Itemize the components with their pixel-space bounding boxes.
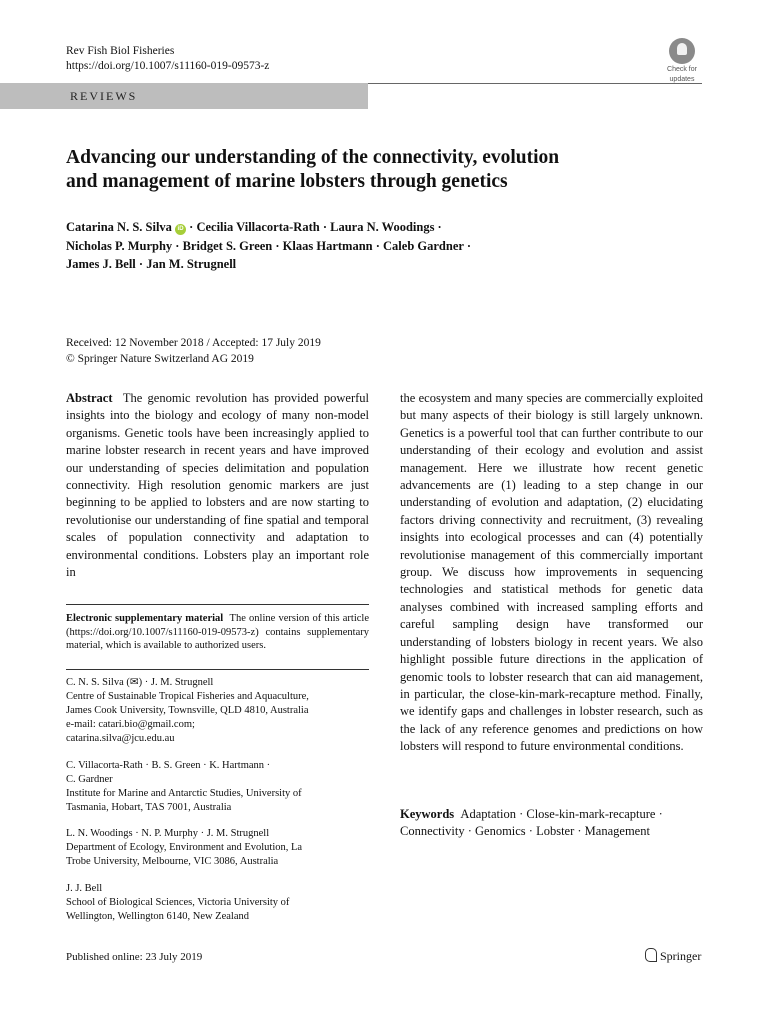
affiliation-line: School of Biological Sciences, Victoria University of xyxy=(66,897,290,908)
publisher-name: Springer xyxy=(660,949,702,963)
authors-line-2: Nicholas P. Murphy · Bridget S. Green · Klaas Hartmann · Caleb Gardner · xyxy=(66,238,471,253)
check-for-updates-badge[interactable] xyxy=(660,38,704,83)
affiliation-email[interactable]: e-mail: catari.bio@gmail.com; xyxy=(66,719,195,730)
publisher-logo[interactable] xyxy=(645,948,701,964)
affiliation-names: C. Villacorta-Rath · B. S. Green · K. Hartmann · xyxy=(66,760,271,771)
affiliation-2 xyxy=(66,759,369,815)
abstract-text-right: the ecosystem and many species are commercially exploited but many aspects of their biology is still largely unknown. Genetics is a powerful tool that can further contribute to our understanding of their ecology and evolution and assist management. Here we illustrate how recent genetic advancements are (1) leading to a step change in our understanding of evolution and adaptation, (2) elucidating factors driving connectivity and recruitment, (3) revealing insights into ecological processes and can (4) potentially revolutionise management of this commercially important group. We discuss how improvements in sequencing technologies and statistical methods for genetic data analyses combined with increased sampling efforts and careful sampling design have transformed our understanding of lobsters biology in recent years. We also highlight possible future directions in the application of genomic tools to lobster research that can aid management, in particular, the close-kin-mark-recapture method. Finally, we identify gaps and challenges in lobster research, such as the lack of any reference genomes and predictions on how lobsters will respond to future environmental conditions. xyxy=(400,391,703,754)
author-list xyxy=(66,218,706,274)
article-dates xyxy=(66,336,321,367)
springer-horse-icon xyxy=(645,948,657,962)
published-date: Published online: 23 July 2019 xyxy=(66,951,203,963)
journal-name: Rev Fish Biol Fisheries xyxy=(66,45,175,57)
esm-link[interactable]: https://doi.org/10.1007/s11160-019-09573-z xyxy=(69,626,256,638)
affiliation-names: C. Gardner xyxy=(66,774,113,785)
esm-text-after: ) contains supplementary material, which is available to authorized users. xyxy=(66,626,369,651)
authors-line-3: James J. Bell · Jan M. Strugnell xyxy=(66,257,237,271)
affiliation-line: Institute for Marine and Antarctic Studies, University of xyxy=(66,788,302,799)
affiliation-line: Department of Ecology, Environment and Evolution, La xyxy=(66,842,303,853)
first-author[interactable]: Catarina N. S. Silva xyxy=(66,220,172,234)
bookmark-icon xyxy=(669,38,695,64)
abstract-right-column xyxy=(400,390,703,756)
doi-link[interactable]: https://doi.org/10.1007/s11160-019-09573-z xyxy=(66,60,270,72)
badge-line-2: updates xyxy=(669,75,695,83)
affiliation-line: James Cook University, Townsville, QLD 4810, Australia xyxy=(66,705,309,716)
authors-line-1-rest: · Cecilia Villacorta-Rath · Laura N. Woodings · xyxy=(189,220,442,234)
received-accepted: Received: 12 November 2018 / Accepted: 17 July 2019 xyxy=(66,337,321,349)
title-line-2: and management of marine lobsters through genetics xyxy=(66,171,508,192)
affiliation-names: L. N. Woodings · N. P. Murphy · J. M. Strugnell xyxy=(66,828,270,839)
affiliation-4 xyxy=(66,882,369,924)
journal-header xyxy=(66,44,269,74)
affiliation-line: Centre of Sustainable Tropical Fisheries and Aquaculture, xyxy=(66,691,309,702)
badge-line-1: Check for xyxy=(667,66,697,73)
orcid-icon[interactable]: iD xyxy=(175,224,186,235)
affiliation-3 xyxy=(66,827,369,869)
abstract-text-left: The genomic revolution has provided powerful insights into the biology and ecology of many non-model organisms. Genetic tools have been increasingly applied to marine lobster research in recent years and have improved our understanding of species delimitation and population connectivity. High resolution genomic markers are just beginning to be applied to lobsters and are now starting to revolutionise our understanding of fine spatial and temporal scales of population connectivity and adaptation to environmental conditions. Lobsters play an important role in xyxy=(66,391,370,580)
esm-top-rule xyxy=(66,604,369,605)
affiliation-email[interactable]: catarina.silva@jcu.edu.au xyxy=(66,733,175,744)
keywords-label: Keywords xyxy=(400,807,455,821)
affiliation-line: Wellington, Wellington 6140, New Zealand xyxy=(66,911,249,922)
affiliation-names: C. N. S. Silva (✉) · J. M. Strugnell xyxy=(66,677,214,688)
affiliation-line: Tasmania, Hobart, TAS 7001, Australia xyxy=(66,802,232,813)
title-line-1: Advancing our understanding of the connectivity, evolution xyxy=(66,147,560,168)
keywords xyxy=(400,806,703,841)
esm-bottom-rule xyxy=(66,669,369,670)
affiliation-1 xyxy=(66,676,369,746)
esm-text-before: The online version of this article ( xyxy=(66,613,369,638)
section-label: REVIEWS xyxy=(70,89,138,103)
article-title xyxy=(66,146,706,194)
copyright: © Springer Nature Switzerland AG 2019 xyxy=(66,352,254,365)
esm-label: Electronic supplementary material xyxy=(66,613,224,624)
section-bar xyxy=(0,83,368,109)
esm-note xyxy=(66,612,369,653)
abstract-label: Abstract xyxy=(66,391,113,405)
affiliation-line: Trobe University, Melbourne, VIC 3086, Australia xyxy=(66,856,279,867)
header-rule xyxy=(368,83,702,84)
abstract-left-column xyxy=(66,390,369,581)
affiliation-names: J. J. Bell xyxy=(66,883,103,894)
authors-line-1 xyxy=(66,218,706,237)
keywords-text: Adaptation · Close-kin-mark-recapture · Connectivity · Genomics · Lobster · Management xyxy=(400,807,663,839)
